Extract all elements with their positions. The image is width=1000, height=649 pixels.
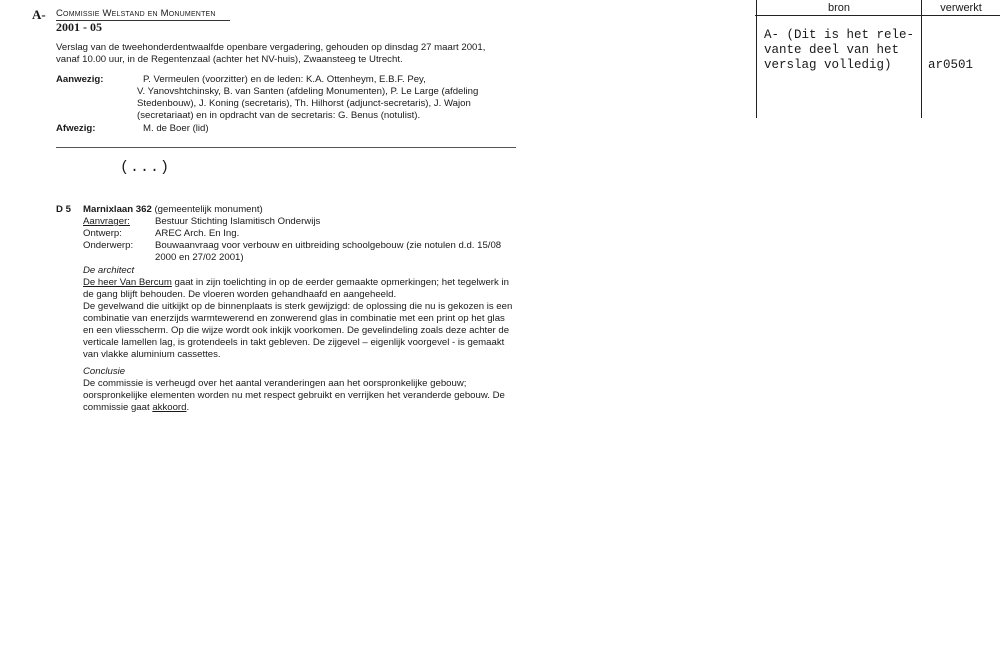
conclusion-line-3 — [83, 402, 189, 414]
present-line-2: V. Yanovshtchinsky, B. van Santen (afdeling Monumenten), P. Le Large (afdeling — [137, 86, 479, 97]
conclusion-verdict: akkoord — [152, 402, 187, 413]
architect-heading: De architect — [83, 265, 135, 276]
table-header-rule — [755, 15, 1000, 16]
conclusion-prefix: commissie gaat — [83, 402, 153, 413]
architect-line-6: verticale lamellen lag, is grotendeels in takt gebleven. De zijgevel – eigenlijk voorgevel - is gemaakt — [83, 337, 505, 348]
applicant-value: Bestuur Stichting Islamitisch Onderwijs — [155, 216, 321, 227]
present-line-4: (secretariaat) en in opdracht van de secretaris: G. Benus (notulist). — [137, 110, 421, 121]
present-line-1: P. Vermeulen (voorzitter) en de leden: K.A. Ottenheym, E.B.F. Pey, — [143, 74, 426, 85]
architect-line-7: van vlakke aluminium cassettes. — [83, 349, 221, 360]
table-left-border — [756, 0, 757, 118]
design-value: AREC Arch. En Ing. — [155, 228, 240, 239]
item-title-line — [83, 204, 263, 216]
architect-line-3: De gevelwand die uitkijkt op de binnenplaats is sterk gewijzigd: de oplossing die nu is gekozen is een — [83, 301, 513, 312]
conclusion-line-1: De commissie is verheugd over het aantal veranderingen aan het oorspronkelijke gebouw; — [83, 378, 467, 389]
omission-marker: (...) — [120, 159, 171, 176]
architect-line-4: combinatie van enerzijds warmtewerend en zonwerend glas in combinatie met een print op het glas — [83, 313, 505, 324]
architect-name: De heer Van Bercum — [83, 277, 172, 288]
intro-line-2: vanaf 10.00 uur, in de Regentenzaal (achter het NV-huis), Zwaansteeg te Utrecht. — [56, 54, 403, 65]
architect-line-1 — [83, 277, 509, 289]
subject-label: Onderwerp: — [83, 240, 134, 251]
table-header-processed: verwerkt — [940, 2, 982, 14]
design-label: Ontwerp: — [83, 228, 122, 239]
item-code: D 5 — [56, 204, 71, 215]
organization-name: Commissie Welstand en Monumenten — [56, 8, 216, 19]
conclusion-heading: Conclusie — [83, 366, 126, 377]
table-header-source: bron — [827, 2, 851, 14]
present-label: Aanwezig: — [56, 74, 104, 85]
table-column-divider — [921, 0, 922, 118]
absent-label: Afwezig: — [56, 123, 96, 134]
document-marker: A- — [32, 7, 46, 22]
source-note: A- (Dit is het rele- vante deel van het verslag volledig) — [764, 28, 915, 72]
subject-value: Bouwaanvraag voor verbouw en uitbreiding schoolgebouw (zie notulen d.d. 15/08 — [155, 240, 502, 251]
conclusion-line-2: oorspronkelijke elementen worden nu met respect gebruikt en verrijken het veranderde gebouw. De — [83, 390, 505, 401]
processed-code: ar0501 — [928, 58, 974, 72]
intro-line-1: Verslag van de tweehonderdentwaalfde openbare vergadering, gehouden op dinsdag 27 maart 2001, — [56, 42, 486, 53]
present-line-3: Stedenbouw), J. Koning (secretaris), Th. Hilhorst (adjunct-secretaris), J. Wajon — [137, 98, 471, 109]
conclusion-suffix: . — [186, 402, 190, 413]
applicant-label: Aanvrager: — [83, 216, 130, 227]
architect-line-5: en een vliesscherm. Op die wijze wordt ook inkijk voorkomen. De gevelindeling zoals deze achter de — [83, 325, 510, 336]
absent-value: M. de Boer (lid) — [143, 123, 209, 134]
document-number: 2001 - 05 — [56, 20, 102, 34]
subject-value-cont: 2000 en 27/02 2001) — [155, 252, 244, 263]
section-divider — [56, 147, 516, 148]
architect-line-1-rest: gaat in zijn toelichting in op de eerder gemaakte opmerkingen; het tegelwerk in — [171, 277, 509, 288]
item-title: Marnixlaan 362 — [83, 204, 152, 215]
architect-line-2: de gang blijft behouden. De vloeren worden gehandhaafd en aangeheeld. — [83, 289, 397, 300]
item-title-suffix: (gemeentelijk monument) — [154, 204, 263, 215]
